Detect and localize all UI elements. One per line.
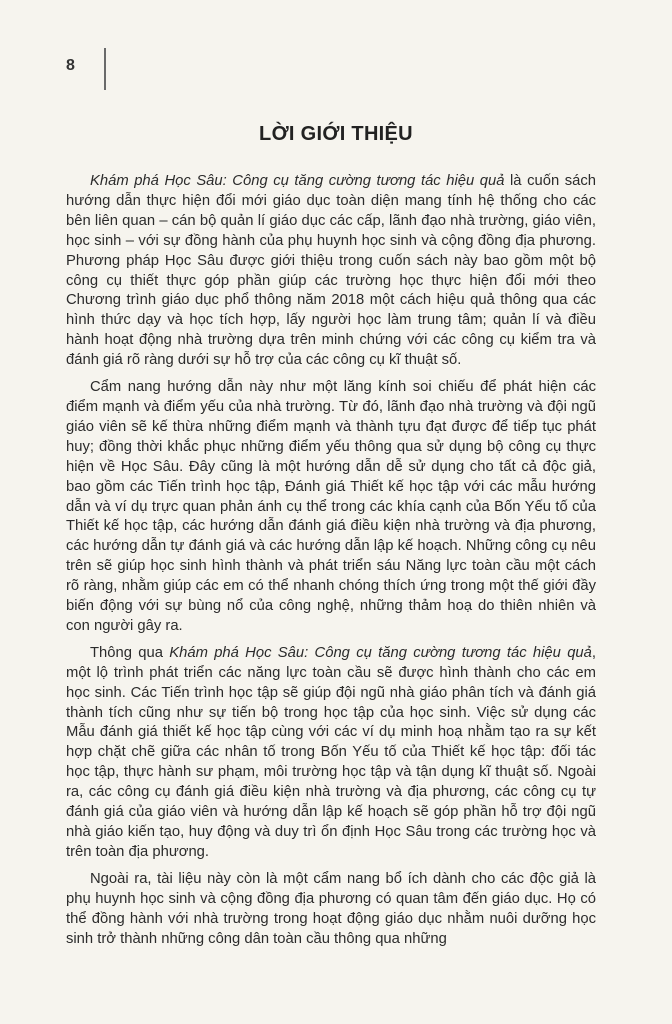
paragraph-3-text: , một lộ trình phát triển các năng lực toàn cầu sẽ được hình thành cho các em học sinh. Các Tiến trình học tập sẽ giúp đội ngũ nhà giáo phân tích và đánh giá thành tích cũng như sự tiến bộ trong học tập của học sinh. Việc sử dụng các Mẫu đánh giá thiết kế học tập cùng với các ví dụ minh hoạ nhằm tạo ra sự kết hợp chặt chẽ giữa các nhân tố trong Bốn Yếu tố của Thiết kế học tập: đối tác học tập, thực hành sư phạm, môi trường học tập và tận dụng kĩ thuật số. Ngoài ra, các công cụ đánh giá điều kiện nhà trường và địa phương, các công cụ tự đánh giá của giáo viên và hướng dẫn lập kế hoạch sẽ góp phần hỗ trợ đội ngũ nhà giáo kiến tạo, huy động và duy trì ổn định Học Sâu trong các trường học và trên toàn địa phương. [66,644,597,860]
book-title-italic: Khám phá Học Sâu: Công cụ tăng cường tương tác hiệu quả [169,644,592,661]
paragraph-1-text: là cuốn sách hướng dẫn thực hiện đổi mới giáo dục toàn diện mang tính hệ thống cho các bên liên quan – cán bộ quản lí giáo dục các cấp, lãnh đạo nhà trường, giáo viên, học sinh – với sự đồng hành của phụ huynh học sinh và cộng đồng địa phương. Phương pháp Học Sâu được giới thiệu trong cuốn sách này bao gồm một bộ công cụ thiết thực góp phần giúp các trường học thực hiện đổi mới theo Chương trình giáo dục phổ thông năm 2018 một cách hiệu quả thông qua các hình thức dạy và học tích hợp, lấy người học làm trung tâm; quản lí và điều hành hoạt động nhà trường dựa trên minh chứng với các công cụ kiểm tra và đánh giá rõ ràng dưới sự hỗ trợ của các công cụ kĩ thuật số. [66,173,596,369]
paragraph-3 [66,644,596,863]
paragraph-1 [66,172,596,371]
paragraph-3-lead: Thông qua [90,644,170,661]
book-title-italic: Khám phá Học Sâu: Công cụ tăng cường tương tác hiệu quả [90,173,505,189]
paragraph-4: Ngoài ra, tài liệu này còn là một cẩm nang bổ ích dành cho các độc giả là phụ huynh học sinh và cộng đồng địa phương có quan tâm đến giáo dục. Họ có thể đồng hành với nhà trường trong hoạt động giáo dục nhằm nuôi dưỡng học sinh trở thành những công dân toàn cầu thông qua những [66,870,596,947]
paragraph-2: Cẩm nang hướng dẫn này như một lăng kính soi chiếu để phát hiện các điểm mạnh và điểm yếu của nhà trường. Từ đó, lãnh đạo nhà trường và đội ngũ giáo viên sẽ kế thừa những điểm mạnh và thành tựu đạt được để tiếp tục phát huy; đồng thời khắc phục những điểm yếu thông qua sử dụng bộ công cụ thực hiện về Học Sâu. Đây cũng là một hướng dẫn dễ sử dụng cho tất cả độc giả, bao gồm các Tiến trình học tập, Đánh giá Thiết kế học tập với các mẫu hướng dẫn và ví dụ trực quan phản ánh cụ thể trong các khía cạnh của Bốn Yếu tố của Thiết kế học tập, các hướng dẫn đánh giá điều kiện nhà trường và địa phương, các hướng dẫn tự đánh giá và các hướng dẫn lập kế hoạch. Những công cụ nêu trên sẽ giúp học sinh hình thành và phát triển sáu Năng lực toàn cầu một cách rõ ràng, nhằm giúp các em có thể nhanh chóng thích ứng trong một thế giới đầy biến động với sự bùng nổ của công nghệ, những thảm hoạ do thiên nhiên và con người gây ra. [66,379,596,634]
page-number: 8 [66,57,75,74]
page-title: LỜI GIỚI THIỆU [259,123,413,145]
body-text [66,172,596,949]
page-header-rule [104,48,106,90]
